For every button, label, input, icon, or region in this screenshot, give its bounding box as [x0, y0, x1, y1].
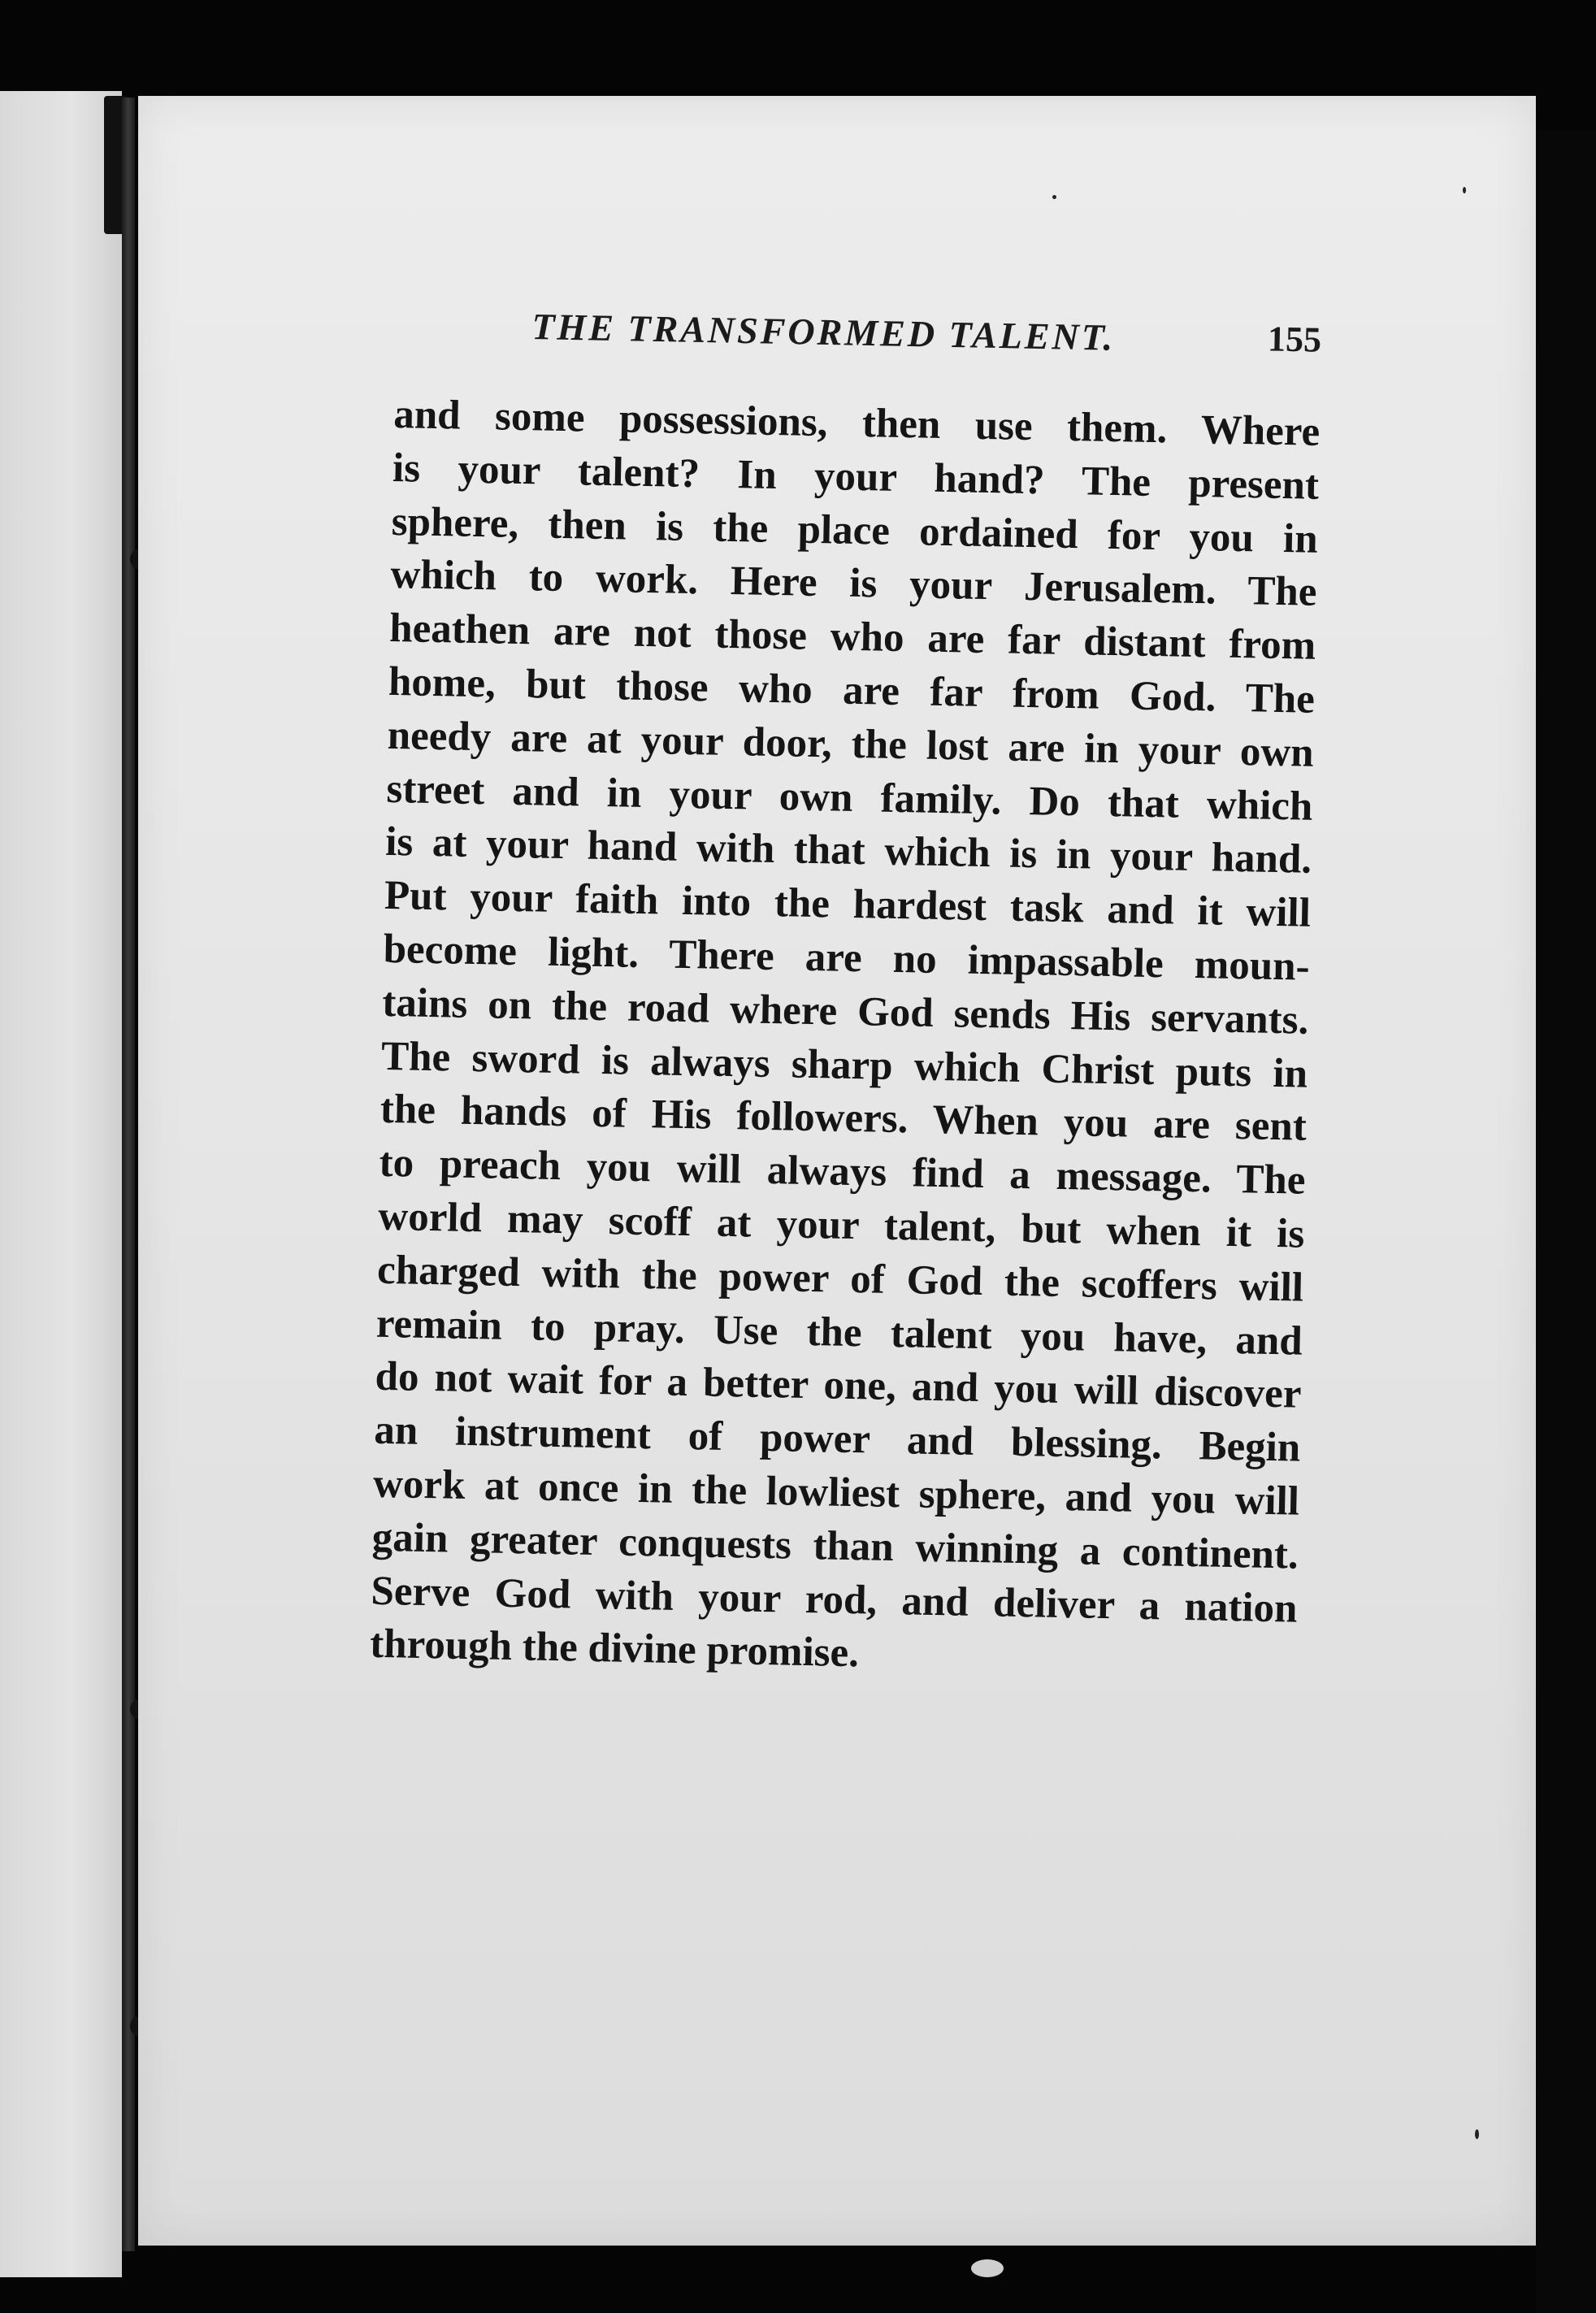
text-line: do not wait for a better one, and you will discover	[375, 1354, 1302, 1417]
text-line: remain to pray. Use the talent you have, and	[375, 1300, 1303, 1365]
scan-speck	[1052, 195, 1056, 199]
text-line: is at your hand with that which is in your hand.	[384, 819, 1312, 883]
text-line: home, but those who are far from God. The	[388, 658, 1316, 723]
book-spine	[122, 98, 135, 2251]
text-line: Serve God with your rod, and deliver a nation	[371, 1568, 1298, 1632]
text-line: world may scoff at your talent, but when it is	[377, 1193, 1305, 1257]
text-line: heathen are not those who are far distant from	[388, 605, 1316, 670]
running-head: THE TRANSFORMED TALENT.	[531, 305, 1116, 358]
text-line: street and in your own family. Do that which	[386, 766, 1313, 830]
text-line: Put your faith into the hardest task and it will	[384, 873, 1312, 936]
page-number: 155	[1267, 319, 1322, 360]
scan-speck	[1475, 2129, 1479, 2139]
text-line: and some possessions, then use them. Where	[392, 391, 1321, 455]
text-line: an instrument of power and blessing. Begin	[373, 1407, 1301, 1471]
text-line: is your talent? In your hand? The present	[392, 445, 1320, 509]
text-line: charged with the power of God the scoffers will	[376, 1247, 1304, 1311]
text-line: needy are at your door, the lost are in your own	[387, 712, 1315, 776]
text-line: The sword is always sharp which Christ puts in	[380, 1033, 1308, 1097]
scan-border	[1536, 130, 1596, 2313]
text-line: become light. There are no impassable moun-	[383, 926, 1311, 990]
text-line: which to work. Here is your Jerusalem. The	[390, 552, 1317, 616]
text-line: sphere, then is the place ordained for you in	[391, 498, 1319, 562]
text-line: tains on the road where God sends His servants.	[381, 979, 1309, 1044]
text-line: work at once in the lowliest sphere, and you will	[372, 1460, 1300, 1525]
text-line: through the divine promise.	[369, 1621, 860, 1677]
text-line: to preach you will always find a message. The	[379, 1139, 1307, 1204]
text-line: the hands of His followers. When you are sent	[379, 1087, 1308, 1151]
body-paragraph	[370, 388, 1321, 1690]
scan-speck	[971, 2259, 1004, 2277]
scan-speck	[1463, 187, 1466, 193]
text-line: gain greater conquests than winning a continent.	[371, 1514, 1299, 1578]
facing-page-edge	[0, 91, 122, 2277]
